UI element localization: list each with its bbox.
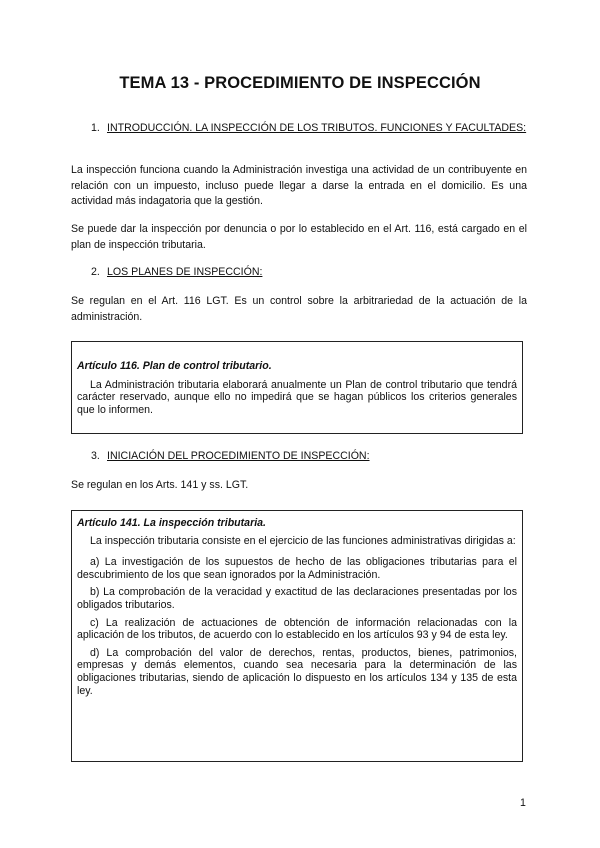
section-number: 2.	[91, 266, 100, 278]
section-number: 3.	[91, 450, 100, 462]
article-116-body: La Administración tributaria elaborará anualmente un Plan de control tributario que tendrá carácter reservado, aunque ello no impedirá que se hagan públicos los criterios generales que lo informen.	[77, 378, 517, 416]
paragraph-intro-2: Se puede dar la inspección por denuncia o por lo establecido en el Art. 116, está cargado en el plan de inspección tributaria.	[71, 223, 527, 251]
article-141-box	[71, 510, 523, 762]
section-heading-3	[91, 450, 527, 463]
section-title: INTRODUCCIÓN. LA INSPECCIÓN DE LOS TRIBUTOS. FUNCIONES Y FACULTADES:	[107, 122, 527, 134]
section-title: LOS PLANES DE INSPECCIÓN:	[107, 266, 263, 278]
article-141-title: Artículo 141. La inspección tributaria.	[77, 517, 266, 529]
article-141-item-c: c) La realización de actuaciones de obtención de información relacionadas con la aplicación de los tributos, de acuerdo con lo establecido en los artículos 93 y 94 de esta ley.	[77, 616, 517, 642]
article-141-paragraph: La inspección tributaria consiste en el ejercicio de las funciones administrativas dirigidas a:	[90, 534, 516, 547]
paragraph-intro-1: La inspección funciona cuando la Administración investiga una actividad de un contribuyente en relación con un impuesto, incluso puede llegar a darse la entrada en el domicilio. Es una actividad más indagatoria que la gestión.	[71, 164, 527, 207]
article-141-item-d: d) La comprobación del valor de derechos, rentas, productos, bienes, patrimonios, empresas y demás elementos, cuando sea necesaria para la determinación de las obligaciones tributarias, siendo de aplicación lo dispuesto en los artículos 134 y 135 de esta ley.	[77, 646, 517, 697]
page-title: TEMA 13 - PROCEDIMIENTO DE INSPECCIÓN	[119, 74, 481, 92]
paragraph-planes-1: Se regulan en el Art. 116 LGT. Es un control sobre la arbitrariedad de la actuación de la administración.	[71, 295, 527, 323]
article-141-item-b: b) La comprobación de la veracidad y exactitud de las declaraciones presentadas por los obligados tributarios.	[77, 586, 517, 611]
article-141-item-a: a) La investigación de los supuestos de hecho de las obligaciones tributarias para el descubrimiento de los que sean ignorados por la Administración.	[77, 556, 517, 581]
section-heading-1	[91, 122, 527, 135]
page-number: 1	[520, 797, 526, 809]
paragraph-iniciacion-1: Se regulan en los Arts. 141 y ss. LGT.	[71, 479, 249, 491]
section-title: INICIACIÓN DEL PROCEDIMIENTO DE INSPECCIÓN:	[107, 450, 370, 462]
section-number: 1.	[91, 122, 100, 134]
article-116-title: Artículo 116. Plan de control tributario.	[77, 360, 272, 372]
section-heading-2	[91, 266, 527, 279]
article-116-box	[71, 341, 523, 434]
